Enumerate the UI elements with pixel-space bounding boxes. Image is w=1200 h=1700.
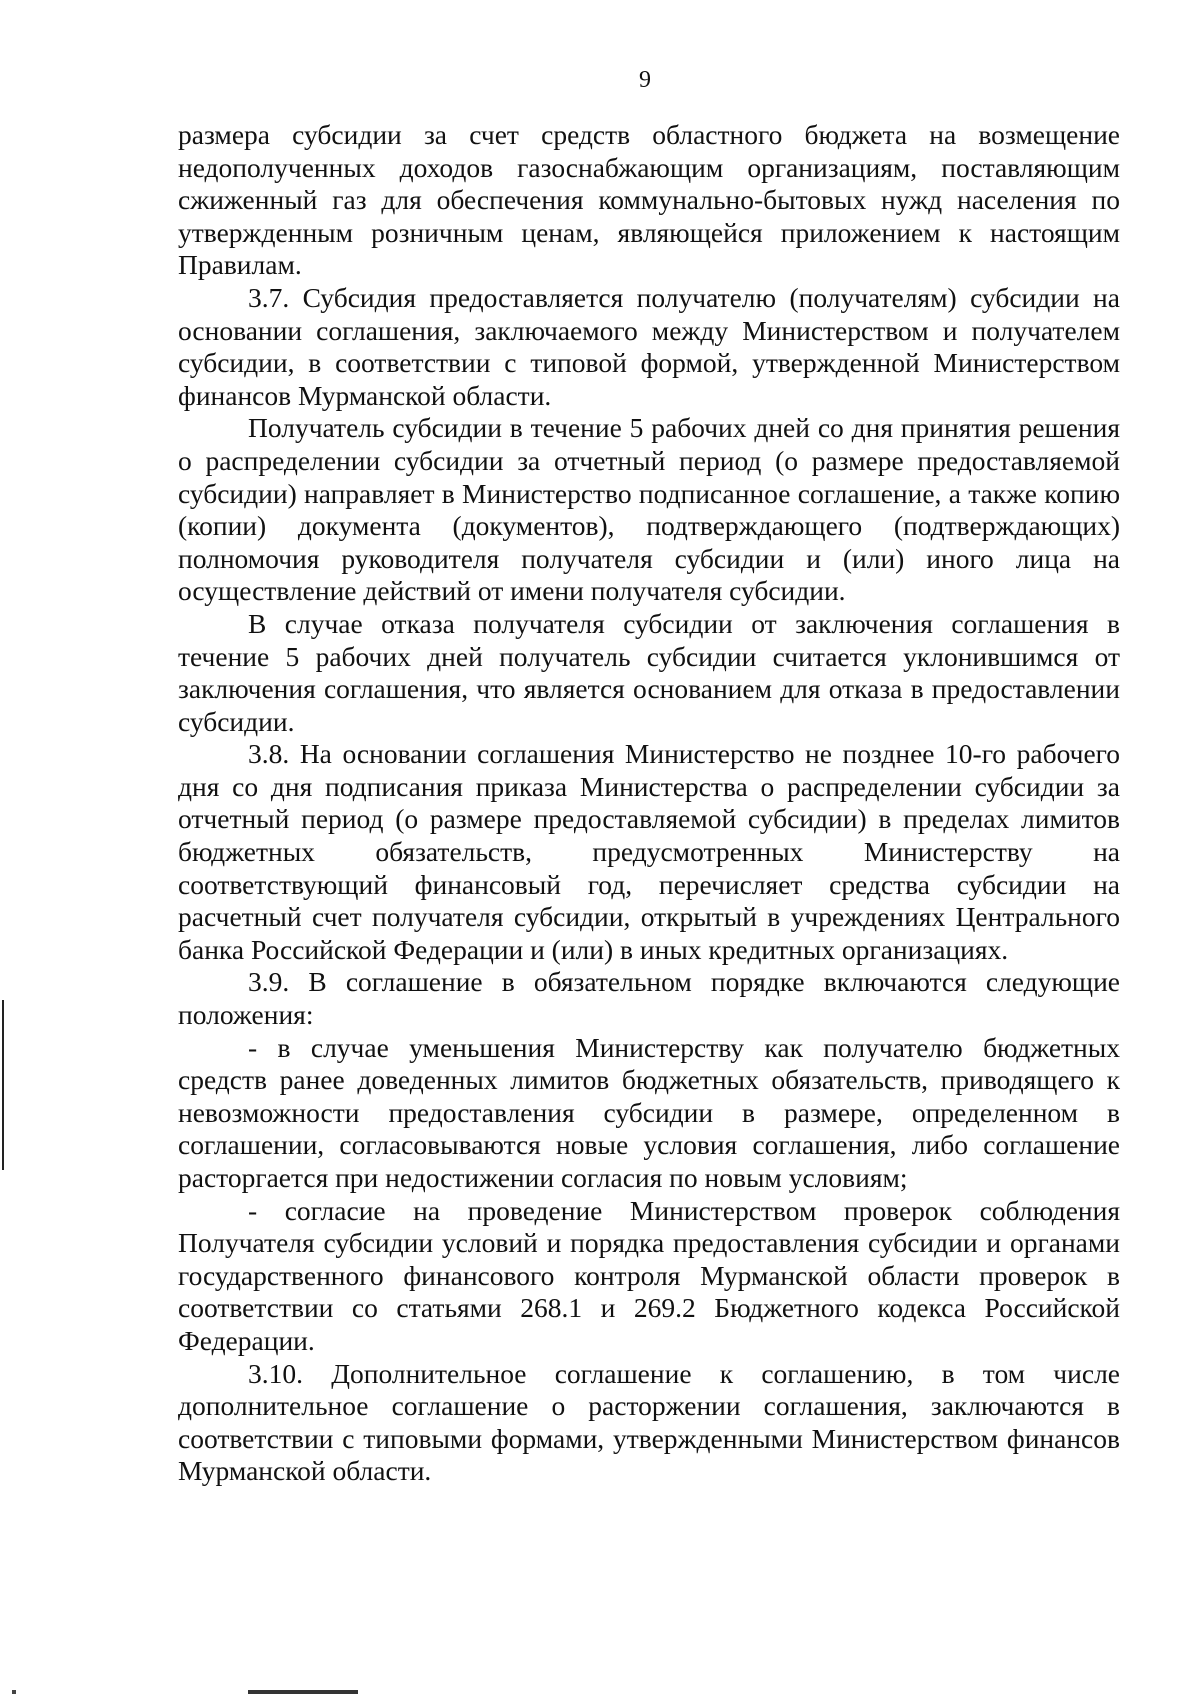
paragraph-continuation: размера субсидии за счет средств областного бюджета на возмещение недополученных доходов газоснабжающим организациям, поставляющим сжиженный газ для обеспечения коммунально-бытовых нужд населения по утвержденным розничным ценам, являющейся приложением к настоящим Правилам. [178,119,1120,281]
scan-footer-mark [248,1690,358,1694]
scan-margin-line [2,1000,4,1170]
paragraph-3-8: 3.8. На основании соглашения Министерство не позднее 10-го рабочего дня со дня подписания приказа Министерства о распределении субсидии за отчетный период (о размере предоставляемой субсидии) в пределах лимитов бюджетных обязательств, предусмотренных Министерству на соответствующий финансовый год, перечисляет средства субсидии на расчетный счет получателя субсидии, открытый в учреждениях Центрального банка Российской Федерации и (или) в иных кредитных организациях. [178,738,1120,965]
paragraph-3-10: 3.10. Дополнительное соглашение к соглашению, в том числе дополнительное соглашение о расторжении соглашения, заключаются в соответствии с типовыми формами, утвержденными Министерством финансов Мурманской области. [178,1357,1120,1487]
paragraph-3-7: 3.7. Субсидия предоставляется получателю (получателям) субсидии на основании соглашения, заключаемого между Министерством и получателем субсидии, в соответствии с типовой формой, утвержденной Министерством финансов Мурманской области. [178,281,1120,411]
paragraph-3-9: 3.9. В соглашение в обязательном порядке включаются следующие положения: [178,966,1120,1031]
list-item-limits-reduction: - в случае уменьшения Министерству как получателю бюджетных средств ранее доведенных лимитов бюджетных обязательств, приводящего к невозможности предоставления субсидии в размере, определенном в соглашении, согласовываются новые условия соглашения, либо соглашение расторгается при недостижении согласия по новым условиям; [178,1031,1120,1193]
page-number: 9 [639,67,651,93]
scan-corner-dot [12,1690,16,1694]
document-body [178,119,1120,1488]
list-item-audit-consent: - согласие на проведение Министерством проверок соблюдения Получателя субсидии условий и порядка предоставления субсидии и органами государственного финансового контроля Мурманской области проверок в соответствии со статьями 268.1 и 269.2 Бюджетного кодекса Российской Федерации. [178,1194,1120,1356]
paragraph-refusal: В случае отказа получателя субсидии от заключения соглашения в течение 5 рабочих дней получатель субсидии считается уклонившимся от заключения соглашения, что является основанием для отказа в предоставлении субсидии. [178,607,1120,737]
paragraph-recipient-deadline: Получатель субсидии в течение 5 рабочих дней со дня принятия решения о распределении субсидии за отчетный период (о размере предоставляемой субсидии) направляет в Министерство подписанное соглашение, а также копию (копии) документа (документов), подтверждающего (подтверждающих) полномочия руководителя получателя субсидии и (или) иного лица на осуществление действий от имени получателя субсидии. [178,412,1120,607]
